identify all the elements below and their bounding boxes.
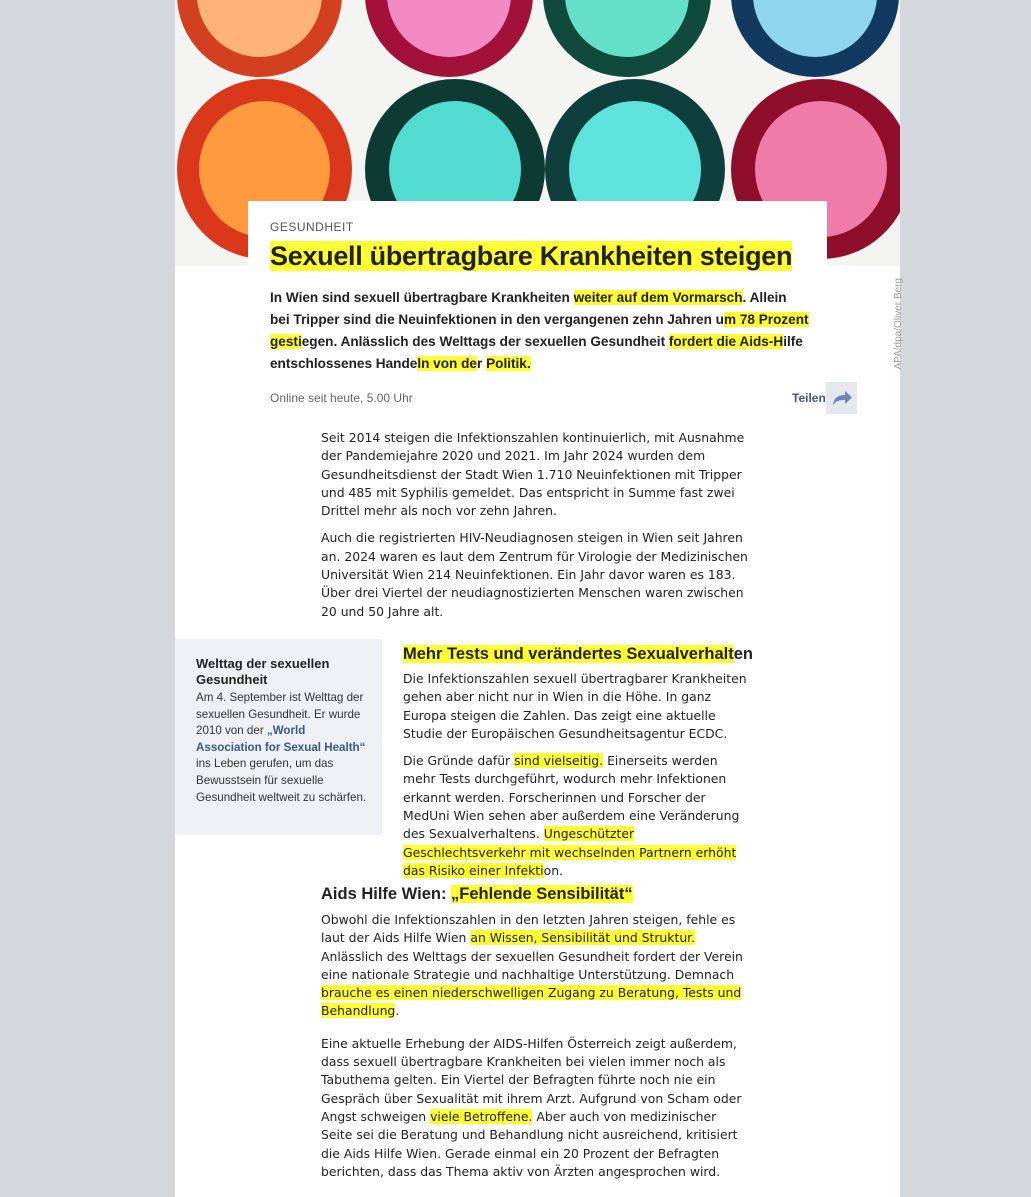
paragraph-text: Anlässlich des Welttags der sexuellen Gesundheit fordert der Verein eine nationale Strategie und nachhaltige Unterstützung. Demnach [321, 948, 743, 982]
paragraph [321, 1035, 751, 1181]
subheading-highlight: „Fehlende Sensibilität“ [451, 885, 633, 903]
paragraph [321, 911, 751, 1021]
paragraph-highlight: Ungeschützter Geschlechtsverkehr mit wechselnden Partnern erhöht das Risiko einer Infekti [403, 826, 737, 878]
paragraph-highlight: brauche es einen niederschwelligen Zugang zu Beratung, Tests und Behandlung [321, 985, 742, 1019]
info-box-text [196, 690, 371, 806]
paragraph: Die Infektionszahlen sexuell übertragbarer Krankheiten gehen aber nicht nur in Wien in die Höhe. In ganz Europa steigen die Zahlen. Das zeigt eine aktuelle Studie der Europäischen Gesundheitsagentur ECDC. [403, 671, 747, 741]
article-lead [270, 287, 810, 375]
article-kicker[interactable]: GESUNDHEIT [270, 220, 354, 234]
paragraph-text: Die Gründe dafür [403, 753, 515, 769]
paragraph-text: Einerseits werden mehr Tests durchgeführt, wodurch mehr Infektionen erkannt werden. Forscherinnen und Forscher der MedUni Wien sehen aber außerdem eine Veränderung des Sexualverhaltens. [403, 753, 740, 842]
lead-highlight: fordert die Aids-H [668, 334, 784, 349]
lead-text: egen. Anlässlich des Welttags der sexuellen Gesundheit [301, 334, 669, 349]
lead-text: ilfe entschlossenes Hande [270, 334, 803, 371]
paragraph-text: on. [543, 862, 563, 878]
info-box-link[interactable]: „World Association for Sexual Health“ [196, 724, 366, 754]
paragraph-text: Obwohl die Infektionszahlen in den letzten Jahren steigen, fehle es laut der Aids Hilfe Wien [321, 912, 736, 946]
paragraph-text: Eine aktuelle Erhebung der AIDS-Hilfen Österreich zeigt außerdem, dass sexuell übertragbare Krankheiten bei vielen immer noch als Tabuthema gelten. Ein Viertel der Befragten führte noch nie ein Gespräch über Sexualität mit ihrem Arzt. Aufgrund von Scham oder Angst schweigen [321, 1035, 742, 1124]
paragraph-highlight: an Wissen, Sensibilität und Struktur. [470, 930, 696, 946]
subheading-highlight: Mehr Tests und verändertes Sexualverhalt [403, 645, 734, 663]
lead-highlight: Politik. [486, 356, 531, 371]
publish-time: Online seit heute, 5.00 Uhr [270, 391, 413, 405]
paragraph-text: Aber auch von medizinischer Seite sei die Beratung und Behandlung nicht ausreichend, kritisiert die Aids Hilfe Wien. Gerade einmal ein 20 Prozent der Befragten berichten, dass das Thema aktiv von Ärzten angesprochen wird. [321, 1108, 738, 1179]
subheading-text: en [733, 645, 753, 663]
lead-highlight: ln von de [417, 356, 477, 371]
info-box-text-part: ins Leben gerufen, um das Bewusstsein für sexuelle Gesundheit weltweit zu schärfen. [196, 757, 367, 804]
paragraph: Auch die registrierten HIV-Neudiagnosen steigen in Wien seit Jahren an. 2024 waren es laut dem Zentrum für Virologie der Medizinischen Universität Wien 214 Neuinfektionen. Ein Jahr davor waren es 183. Über drei Viertel der neudiagnostizierten Menschen waren zwischen 20 und 50 Jahre alt. [321, 530, 748, 619]
paragraph-text: . [395, 1003, 400, 1019]
lead-text: In Wien sind sexuell übertragbare Krankheiten [270, 290, 574, 305]
subheading-text: Aids Hilfe Wien: [321, 885, 452, 903]
lead-text: . Allein bei Tripper sind die Neuinfektionen in den vergangenen zehn Jahren u [270, 290, 787, 327]
share-button[interactable] [826, 382, 857, 414]
info-box-title: Welttag der sexuellen Gesundheit [196, 656, 330, 687]
lead-highlight: weiter auf dem Vormarsch [573, 290, 743, 305]
subheading-tests [403, 645, 753, 664]
title-highlight: Sexuell übertragbare Krankheiten steigen [270, 241, 793, 271]
lead-text: r [477, 356, 487, 371]
info-box-text-part: Am 4. September ist Welttag der sexuellen Gesundheit. Er wurde 2010 von der [196, 691, 364, 738]
share-arrow-icon [826, 382, 857, 414]
lead-highlight: m 78 Prozent gesti [270, 312, 809, 349]
article-body-top [321, 429, 751, 630]
subheading-aids-hilfe [321, 885, 633, 904]
paragraph-highlight: viele Betroffene. [430, 1108, 533, 1124]
article-title [270, 241, 792, 272]
paragraph [403, 752, 753, 880]
share-label[interactable]: Teilen [792, 391, 826, 405]
paragraph-highlight: sind vielseitig. [514, 753, 604, 769]
article-body-middle [403, 670, 753, 889]
paragraph: Seit 2014 steigen die Infektionszahlen kontinuierlich, mit Ausnahme der Pandemiejahre 2020 und 2021. Im Jahr 2024 wurden dem Gesundheitsdienst der Stadt Wien 1.710 Neuinfektionen mit Tripper und 485 mit Syphilis gemeldet. Das entspricht in Summe fast zwei Drittel mehr als noch vor zehn Jahren. [321, 430, 745, 519]
article-body-bottom [321, 911, 751, 1190]
photo-credit: APA/dpa/Oliver Berg [893, 278, 904, 370]
